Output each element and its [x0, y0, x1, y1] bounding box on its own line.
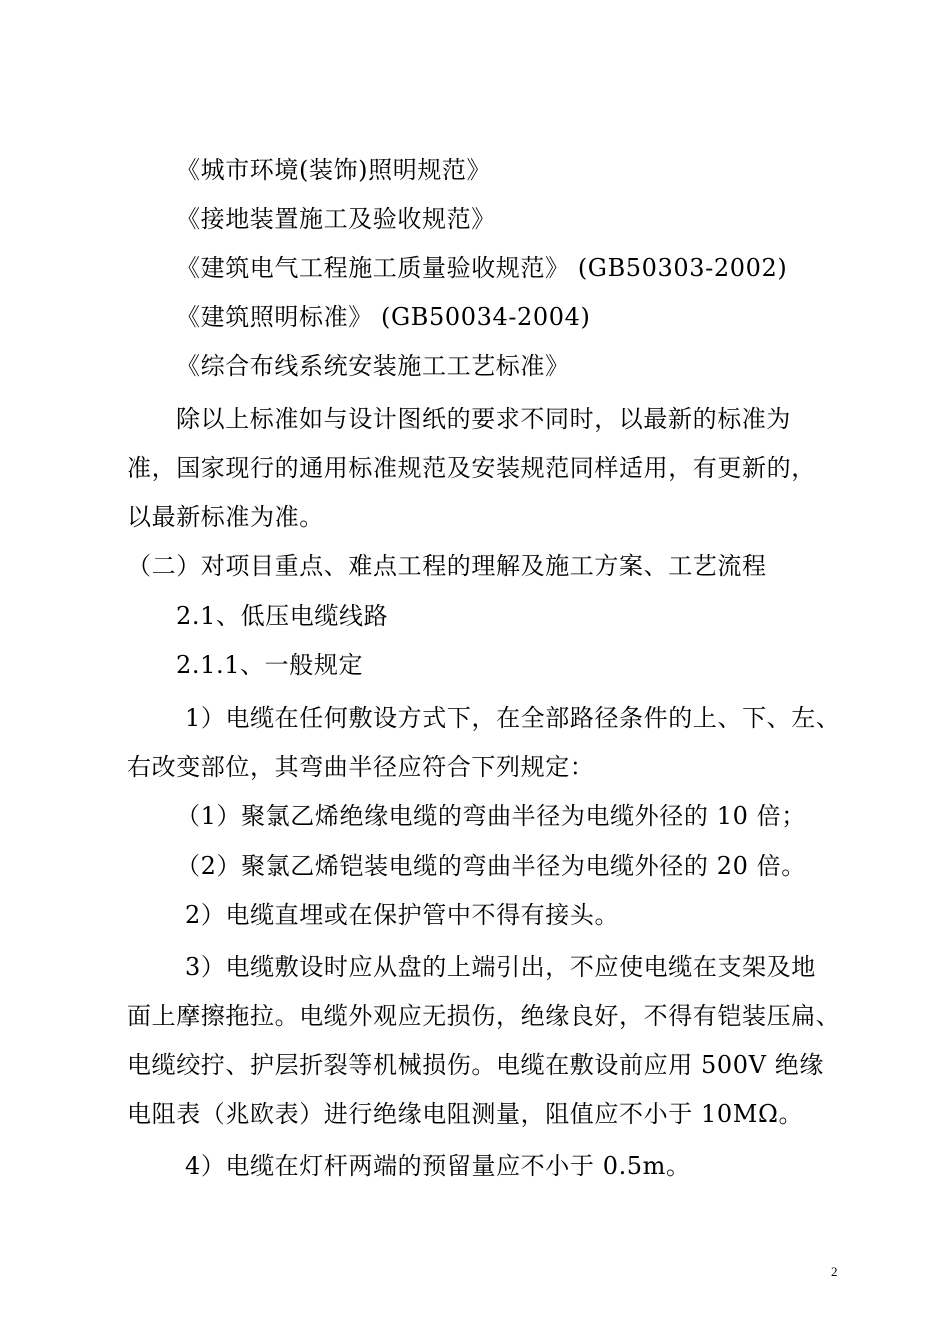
text-line: 《建筑照明标准》 (GB50034-2004): [176, 303, 591, 331]
text-line: 电缆绞拧、护层折裂等机械损伤。电缆在敷设前应用 500V 绝缘: [127, 1051, 824, 1079]
page-number: 2: [831, 1264, 838, 1279]
text-line: 《接地装置施工及验收规范》: [176, 205, 496, 233]
text-line: （1）聚氯乙烯绝缘电缆的弯曲半径为电缆外径的 10 倍；: [176, 802, 806, 830]
text-line: 2）电缆直埋或在保护管中不得有接头。: [185, 901, 620, 929]
text-line: 1）电缆在任何敷设方式下，在全部路径条件的上、下、左、: [185, 704, 841, 732]
text-line: 《综合布线系统安装施工工艺标准》: [176, 352, 570, 380]
text-line: 《建筑电气工程施工质量验收规范》 (GB50303-2002): [176, 254, 788, 282]
subsection-heading: 2.1、低压电缆线路: [176, 602, 389, 630]
text-line: 除以上标准如与设计图纸的要求不同时，以最新的标准为: [176, 405, 791, 433]
text-line: 准，国家现行的通用标准规范及安装规范同样适用，有更新的，: [127, 454, 816, 482]
text-line: （2）聚氯乙烯铠装电缆的弯曲半径为电缆外径的 20 倍。: [176, 852, 806, 880]
text-line: 面上摩擦拖拉。电缆外观应无损伤，绝缘良好，不得有铠装压扁、: [127, 1002, 841, 1030]
text-line: 右改变部位，其弯曲半径应符合下列规定：: [127, 753, 595, 781]
text-line: 以最新标准为准。: [127, 503, 324, 531]
text-line: 电阻表（兆欧表）进行绝缘电阻测量，阻值应不小于 10MΩ。: [127, 1100, 804, 1128]
subsection-heading: 2.1.1、一般规定: [176, 651, 364, 679]
text-line: 3）电缆敷设时应从盘的上端引出，不应使电缆在支架及地: [185, 953, 816, 981]
text-line: 4）电缆在灯杆两端的预留量应不小于 0.5m。: [185, 1152, 691, 1180]
section-heading: （二）对项目重点、难点工程的理解及施工方案、工艺流程: [127, 552, 767, 580]
text-line: 《城市环境(装饰)照明规范》: [176, 156, 492, 184]
